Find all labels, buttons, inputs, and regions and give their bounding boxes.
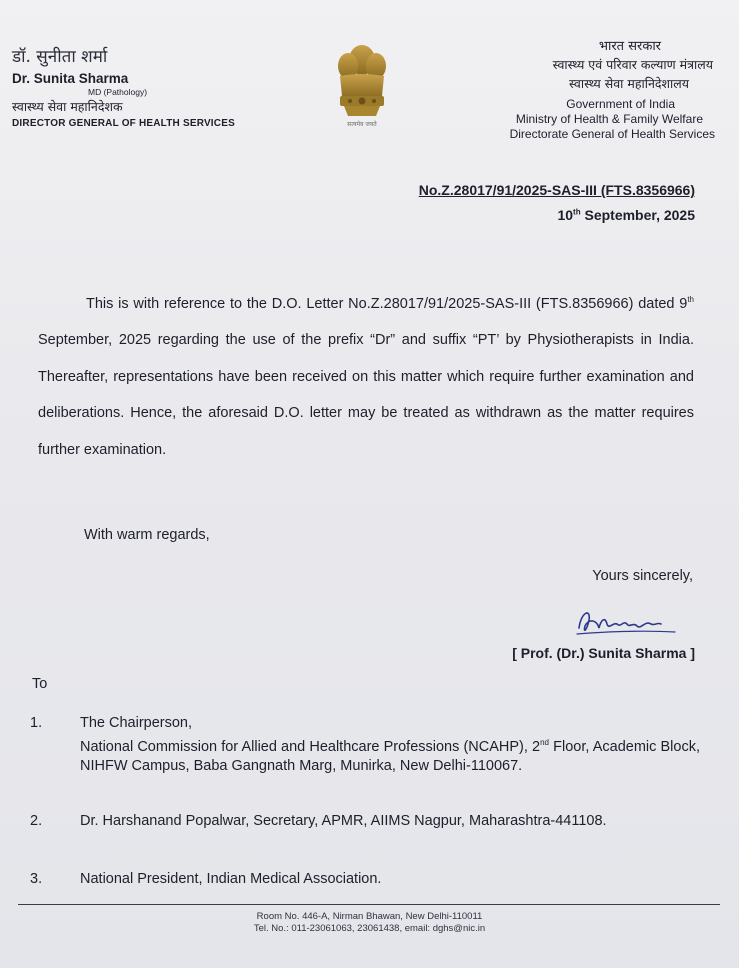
date-rest: September, 2025 — [580, 207, 695, 223]
recipient-1-sup: nd — [540, 738, 550, 747]
closing-regards: With warm regards, — [84, 527, 210, 543]
body-part-2: September, 2025 regarding the use of the prefix “Dr” and suffix “PT’ by Physiotherapists in India. Thereafter, representations have been received on this matter which require further examination and deliberations. Hence, the aforesaid D.O. letter may be treated as withdrawn as the matter requires further examination. — [38, 332, 694, 458]
body-part-1: This is with reference to the D.O. Letter No.Z.28017/91/2025-SAS-III (FTS.8356966) dated 9 — [86, 295, 688, 312]
office-block — [415, 36, 715, 141]
office-english-1: Government of India — [566, 97, 675, 111]
recipient-number: 3. — [30, 871, 43, 887]
state-emblem-icon — [326, 38, 398, 134]
body-sup: th — [687, 295, 694, 304]
recipient-1-title: The Chairperson, — [80, 715, 193, 731]
sender-designation: DIRECTOR GENERAL OF HEALTH SERVICES — [12, 118, 235, 129]
date-day: 10 — [557, 207, 574, 223]
footer-divider — [18, 904, 720, 905]
date-suffix: th — [573, 207, 581, 217]
letter-date — [557, 207, 695, 223]
recipient-2 — [28, 812, 708, 831]
recipient-text: National President, Indian Medical Association. — [80, 871, 382, 887]
letter-body — [38, 282, 694, 468]
sender-qualification: MD (Pathology) — [88, 87, 148, 97]
footer — [0, 911, 739, 935]
sender-block — [12, 44, 272, 129]
recipient-1-line-a: National Commission for Allied and Healthcare Professions (NCAHP), 2 — [80, 738, 541, 755]
office-english-2: Ministry of Health & Family Welfare — [515, 112, 703, 126]
office-english-3: Directorate General of Health Services — [509, 127, 715, 141]
to-label: To — [32, 676, 48, 692]
emblem-motto: सत्यमेव जयते — [347, 121, 377, 128]
recipient-text — [80, 714, 700, 776]
recipient-1-line-b: Floor, Academic Block, NIHFW Campus, Baba Gangnath Marg, Munirka, New Delhi-110067. — [80, 738, 700, 774]
sender-name-hindi: डॉ. सुनीता शर्मा — [12, 47, 108, 67]
office-hindi-3: स्वास्थ्य सेवा महानिदेशालय — [569, 76, 689, 91]
recipient-1 — [28, 714, 708, 776]
signature-icon — [571, 602, 691, 642]
footer-contact: Tel. No.: 011-23061063, 23061438, email: dghs@nic.in — [253, 923, 486, 934]
recipient-text: Dr. Harshanand Popalwar, Secretary, APMR, AIIMS Nagpur, Maharashtra-441108. — [80, 813, 607, 829]
sender-designation-hindi: स्वास्थ्य सेवा महानिदेशक — [12, 99, 123, 114]
recipient-3 — [28, 870, 708, 889]
footer-address: Room No. 446-A, Nirman Bhawan, New Delhi-110011 — [256, 911, 483, 922]
signer-name: [ Prof. (Dr.) Sunita Sharma ] — [512, 645, 695, 661]
recipient-number: 1. — [30, 715, 43, 731]
reference-number: No.Z.28017/91/2025-SAS-III (FTS.8356966) — [418, 182, 695, 198]
closing-yours: Yours sincerely, — [592, 568, 693, 584]
recipient-number: 2. — [30, 813, 43, 829]
office-hindi-1: भारत सरकार — [598, 39, 661, 54]
office-hindi-2: स्वास्थ्य एवं परिवार कल्याण मंत्रालय — [552, 57, 713, 72]
sender-name: Dr. Sunita Sharma — [12, 71, 129, 86]
